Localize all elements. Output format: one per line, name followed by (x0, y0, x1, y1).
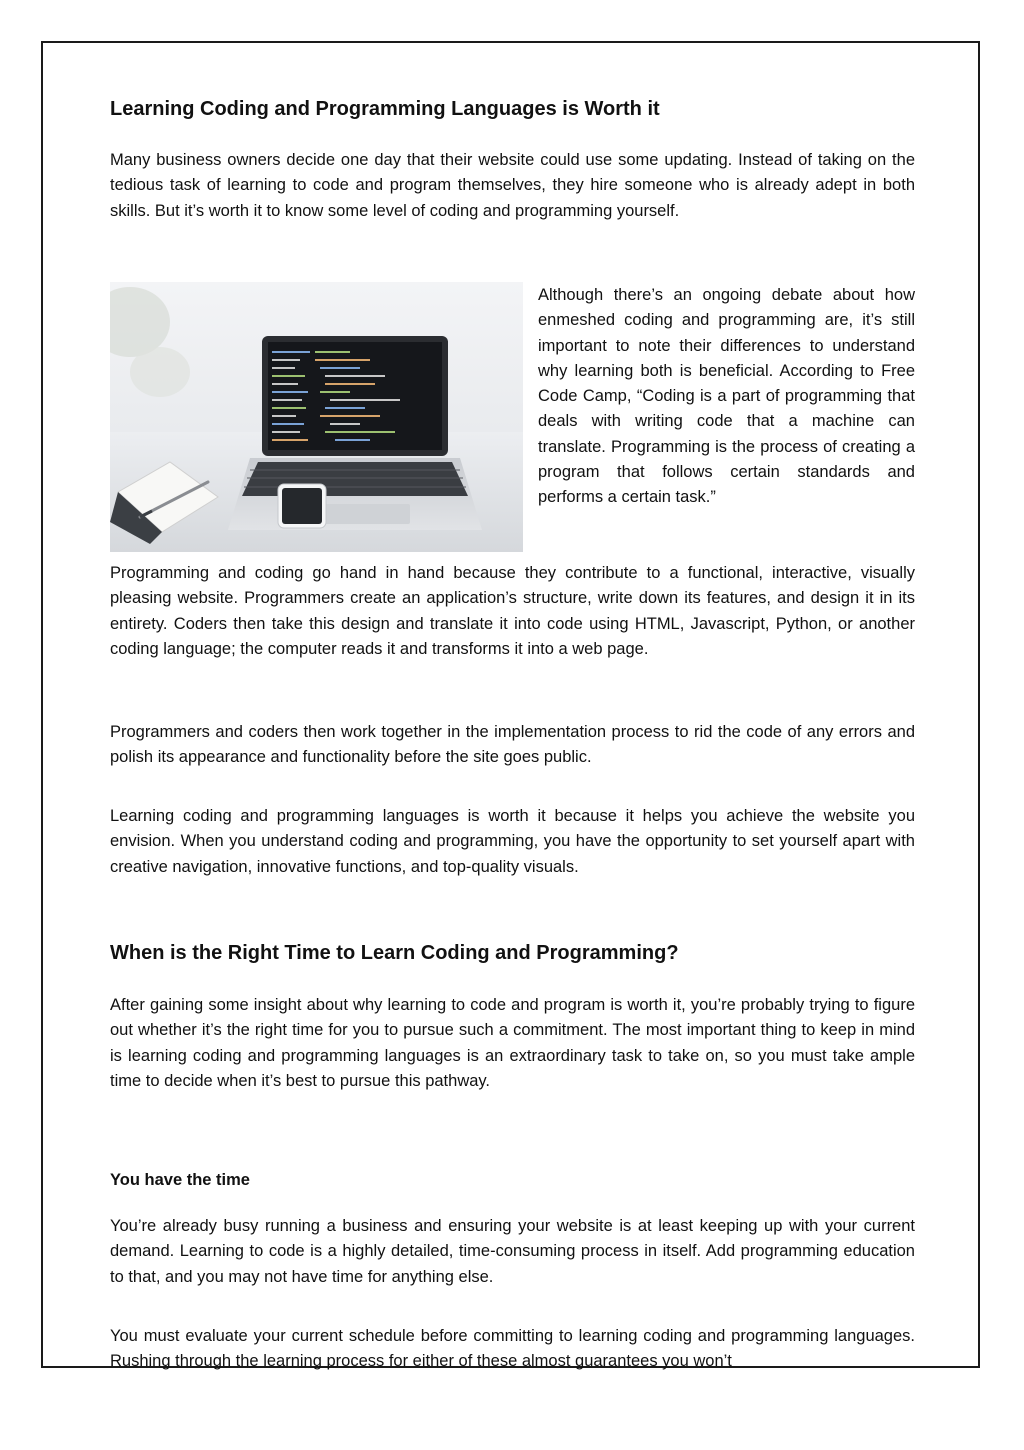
body-paragraph-3: Programmers and coders then work together in the implementation process to rid the code of any errors and polish its appearance and functionality before the site goes public. (110, 723, 915, 767)
body-paragraph-4: Learning coding and programming languages is worth it because it helps you achieve the website you envision. When you understand coding and programming, you have the opportunity to set yourself apart with creative navigation, innovative functions, and top-quality visuals. (110, 807, 915, 876)
section-heading: When is the Right Time to Learn Coding and Programming? (110, 942, 679, 964)
body-paragraph-2: Programming and coding go hand in hand because they contribute to a functional, interactive, visually pleasing website. Programmers create an application’s structure, write down its features, and design it in its entirety. Coders then take this design and translate it into code using HTML, Javascript, Python, or another coding language; the computer reads it and transforms it into a web page. (110, 564, 915, 658)
body-paragraph-6: You’re already busy running a business and ensuring your website is at least keeping up with your current demand. Learning to code is a highly detailed, time-consuming process in itself. Add programming education to that, and you may not have time for anything else. (110, 1217, 915, 1286)
side-paragraph: Although there’s an ongoing debate about how enmeshed coding and programming are, it’s still important to note their differences to understand why learning both is beneficial. According to Free Code Camp, “Coding is a part of programming that deals with writing code that a machine can translate. Programming is the process of creating a program that follows certain standards and performs a certain task.” (538, 286, 915, 507)
subsection-heading: You have the time (110, 1171, 250, 1189)
body-paragraph-5: After gaining some insight about why learning to code and program is worth it, you’re probably trying to figure out whether it’s the right time for you to pursue such a commitment. The most important thing to keep in mind is learning coding and programming languages is an extraordinary task to take on, so you must take ample time to decide when it’s best to pursue this pathway. (110, 996, 915, 1090)
body-paragraph-7: You must evaluate your current schedule before committing to learning coding and programming languages. Rushing through the learning process for either of these almost guarantees you won’t (110, 1327, 915, 1371)
laptop-photo (110, 282, 523, 552)
intro-paragraph: Many business owners decide one day that their website could use some updating. Instead of taking on the tedious task of learning to code and program themselves, they hire someone who is already adept in both skills. But it’s worth it to know some level of coding and programming yourself. (110, 151, 915, 220)
article-heading: Learning Coding and Programming Languages is Worth it (110, 98, 660, 120)
